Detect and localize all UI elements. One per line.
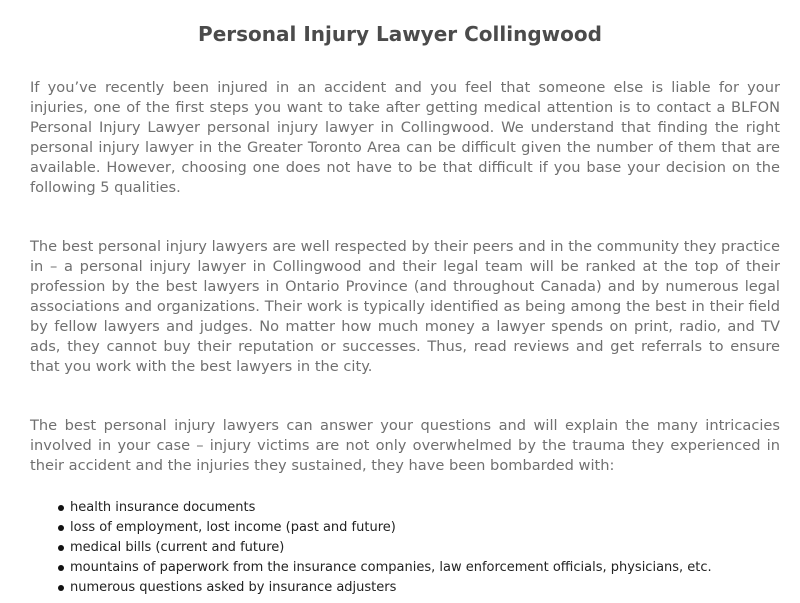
bullet-icon bbox=[58, 545, 64, 551]
bullet-icon bbox=[58, 505, 64, 511]
burdens-list bbox=[50, 498, 712, 598]
bullet-icon bbox=[58, 585, 64, 591]
list-item-text: mountains of paperwork from the insurance companies, law enforcement officials, physicians, etc. bbox=[70, 560, 712, 575]
bullet-icon bbox=[58, 565, 64, 571]
reputation-paragraph: The best personal injury lawyers are well respected by their peers and in the community they practice in – a personal injury lawyer in Collingwood and their legal team will be ranked at the top of their profession by the best lawyers in Ontario Province (and throughout Canada) and by numerous legal associations and organizations. Their work is typically identified as being among the best in their field by fellow lawyers and judges. No matter how much money a lawyer spends on print, radio, and TV ads, they cannot buy their reputation or successes. Thus, read reviews and get referrals to ensure that you work with the best lawyers in the city. bbox=[30, 238, 780, 375]
list-item-text: medical bills (current and future) bbox=[70, 540, 285, 555]
list-item bbox=[50, 538, 712, 558]
list-item bbox=[50, 558, 712, 578]
list-item-text: health insurance documents bbox=[70, 500, 256, 515]
list-item-text: loss of employment, lost income (past and future) bbox=[70, 520, 396, 535]
list-item-text: numerous questions asked by insurance adjusters bbox=[70, 580, 397, 595]
bullet-icon bbox=[58, 525, 64, 531]
intro-paragraph: If you’ve recently been injured in an accident and you feel that someone else is liable for your injuries, one of the first steps you want to take after getting medical attention is to contact a BLFON Personal Injury Lawyer personal injury lawyer in Collingwood. We understand that finding the right personal injury lawyer in the Greater Toronto Area can be difficult given the number of them that are available. However, choosing one does not have to be that difficult if you base your decision on the following 5 qualities. bbox=[30, 79, 780, 196]
list-item bbox=[50, 498, 712, 518]
page-title: Personal Injury Lawyer Collingwood bbox=[198, 22, 602, 46]
questions-paragraph: The best personal injury lawyers can answer your questions and will explain the many intricacies involved in your case – injury victims are not only overwhelmed by the trauma they experienced in their accident and the injuries they sustained, they have been bombarded with: bbox=[30, 417, 780, 474]
list-item bbox=[50, 578, 712, 598]
list-item bbox=[50, 518, 712, 538]
